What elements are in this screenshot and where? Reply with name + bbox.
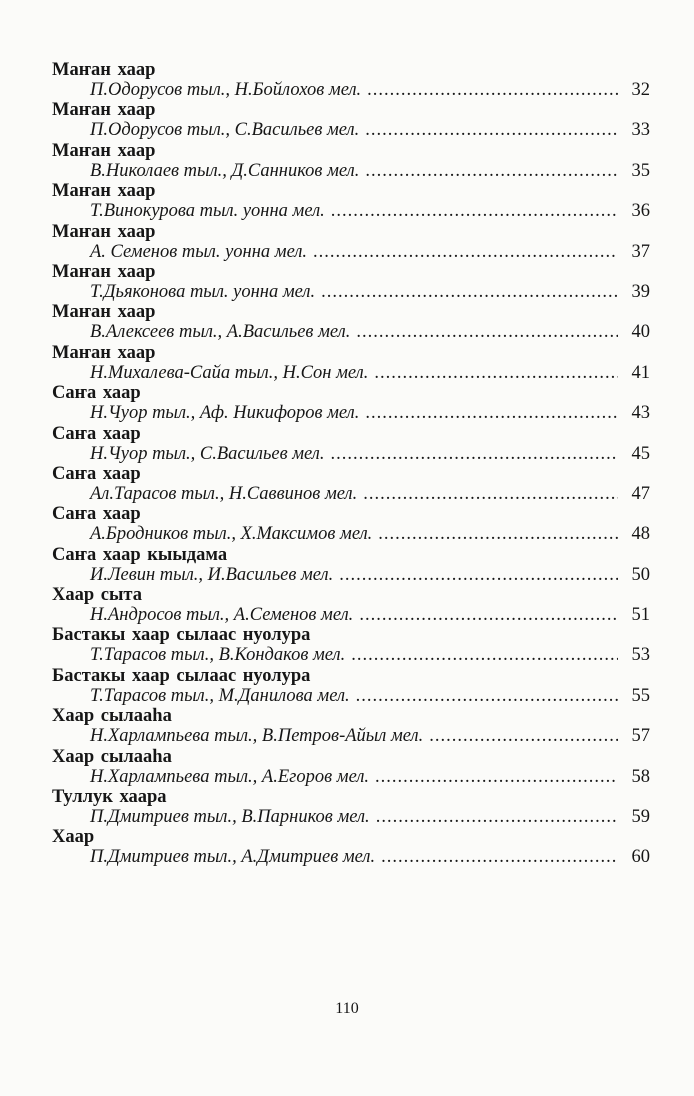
- entry-page-number: 40: [631, 322, 650, 343]
- entry-page-number: 41: [631, 362, 650, 383]
- song-credits: Н.Чуор тыл., С.Васильев мел.: [90, 443, 325, 464]
- song-credits: Т.Тарасов тыл., В.Кондаков мел.: [90, 645, 346, 666]
- entry-page-number: 58: [631, 766, 650, 787]
- dot-leader: [374, 363, 618, 383]
- toc-entry: [52, 141, 650, 181]
- song-credits: Н.Харлампьева тыл., А.Егоров мел.: [90, 766, 370, 787]
- entry-line: [52, 403, 650, 423]
- song-title: Маҥан хаар: [52, 302, 156, 323]
- entry-line: [52, 201, 650, 221]
- dot-leader: [365, 161, 618, 181]
- entry-line: [52, 242, 650, 262]
- table-of-contents: [52, 60, 650, 868]
- song-credits: Т.Тарасов тыл., М.Данилова мел.: [90, 685, 350, 706]
- dot-leader: [367, 80, 618, 100]
- entry-line: [52, 605, 650, 625]
- page-number: 110: [335, 1000, 359, 1017]
- entry-line: [52, 80, 650, 100]
- entry-line: [52, 120, 650, 140]
- dot-leader: [429, 726, 618, 746]
- song-credits: Т.Винокурова тыл. уонна мел.: [90, 201, 325, 222]
- entry-page-number: 33: [631, 120, 650, 141]
- entry-page-number: 37: [631, 241, 650, 262]
- entry-page-number: 50: [631, 564, 650, 585]
- song-credits: Н.Харлампьева тыл., В.Петров-Айыл мел.: [90, 726, 424, 747]
- entry-line: [52, 524, 650, 544]
- entry-line: [52, 322, 650, 342]
- entry-page-number: 48: [631, 524, 650, 545]
- entry-page-number: 55: [631, 685, 650, 706]
- song-title: Саҥа хаар: [52, 423, 141, 444]
- song-title: Маҥан хаар: [52, 140, 156, 161]
- toc-entry: [52, 545, 650, 585]
- entry-page-number: 57: [631, 726, 650, 747]
- song-title: Бастакы хаар сылаас нуолура: [52, 625, 311, 646]
- entry-page-number: 53: [631, 645, 650, 666]
- entry-line: [52, 444, 650, 464]
- song-title: Хаар сылааһа: [52, 746, 172, 767]
- dot-leader: [339, 565, 618, 585]
- entry-page-number: 45: [631, 443, 650, 464]
- dot-leader: [356, 322, 618, 342]
- dot-leader: [313, 242, 618, 262]
- entry-line: [52, 363, 650, 383]
- toc-entry: [52, 262, 650, 302]
- dot-leader: [321, 282, 618, 302]
- song-title: Маҥан хаар: [52, 342, 156, 363]
- song-credits: Н.Михалева-Сайа тыл., Н.Сон мел.: [90, 362, 369, 383]
- entry-page-number: 47: [631, 483, 650, 504]
- toc-entry: [52, 827, 650, 867]
- dot-leader: [378, 524, 618, 544]
- toc-entry: [52, 60, 650, 100]
- song-title: Хаар сылааһа: [52, 706, 172, 727]
- dot-leader: [365, 120, 618, 140]
- dot-leader: [331, 201, 618, 221]
- song-title: Хаар сыта: [52, 585, 142, 606]
- toc-entry: [52, 464, 650, 504]
- entry-line: [52, 565, 650, 585]
- song-title: Саҥа хаар: [52, 463, 141, 484]
- entry-page-number: 32: [631, 80, 650, 100]
- entry-line: [52, 282, 650, 302]
- song-title: Маҥан хаар: [52, 60, 156, 80]
- entry-page-number: 51: [631, 605, 650, 626]
- dot-leader: [356, 686, 618, 706]
- toc-entry: [52, 424, 650, 464]
- toc-entry: [52, 343, 650, 383]
- song-credits: И.Левин тыл., И.Васильев мел.: [90, 564, 334, 585]
- dot-leader: [363, 484, 618, 504]
- song-credits: П.Одорусов тыл., Н.Бойлохов мел.: [90, 80, 362, 100]
- entry-page-number: 43: [631, 403, 650, 424]
- entry-line: [52, 807, 650, 827]
- entry-page-number: 35: [631, 160, 650, 181]
- entry-page-number: 36: [631, 201, 650, 222]
- song-title: Бастакы хаар сылаас нуолура: [52, 665, 311, 686]
- dot-leader: [365, 403, 618, 423]
- song-title: Туллук хаара: [52, 787, 167, 808]
- toc-entry: [52, 302, 650, 342]
- song-credits: В.Алексеев тыл., А.Васильев мел.: [90, 322, 351, 343]
- dot-leader: [375, 767, 618, 787]
- entry-line: [52, 726, 650, 746]
- entry-page-number: 59: [631, 807, 650, 828]
- entry-line: [52, 686, 650, 706]
- toc-entry: [52, 504, 650, 544]
- song-credits: А. Семенов тыл. уонна мел.: [90, 241, 308, 262]
- toc-entry: [52, 787, 650, 827]
- entry-page-number: 39: [631, 281, 650, 302]
- song-credits: Н.Андросов тыл., А.Семенов мел.: [90, 605, 354, 626]
- toc-entry: [52, 383, 650, 423]
- song-credits: В.Николаев тыл., Д.Санников мел.: [90, 160, 360, 181]
- toc-entry: [52, 747, 650, 787]
- song-title: Хаар: [52, 827, 95, 848]
- entry-line: [52, 161, 650, 181]
- song-credits: Н.Чуор тыл., Аф. Никифоров мел.: [90, 403, 360, 424]
- song-title: Маҥан хаар: [52, 181, 156, 202]
- toc-entry: [52, 706, 650, 746]
- toc-entry: [52, 666, 650, 706]
- song-credits: А.Бродников тыл., Х.Максимов мел.: [90, 524, 373, 545]
- song-title: Саҥа хаар: [52, 383, 141, 404]
- toc-entry: [52, 100, 650, 140]
- toc-entry: [52, 222, 650, 262]
- song-credits: П.Одорусов тыл., С.Васильев мел.: [90, 120, 360, 141]
- dot-leader: [351, 645, 618, 665]
- entry-line: [52, 767, 650, 787]
- entry-page-number: 60: [631, 847, 650, 868]
- dot-leader: [376, 807, 618, 827]
- song-title: Маҥан хаар: [52, 100, 156, 121]
- song-title: Маҥан хаар: [52, 261, 156, 282]
- entry-line: [52, 484, 650, 504]
- dot-leader: [381, 847, 618, 867]
- entry-line: [52, 645, 650, 665]
- entry-line: [52, 847, 650, 867]
- song-title: Саҥа хаар: [52, 504, 141, 525]
- song-credits: П.Дмитриев тыл., А.Дмитриев мел.: [90, 847, 376, 868]
- toc-entry: [52, 625, 650, 665]
- song-credits: Т.Дьяконова тыл. уонна мел.: [90, 281, 316, 302]
- dot-leader: [359, 605, 618, 625]
- song-title: Маҥан хаар: [52, 221, 156, 242]
- toc-entry: [52, 585, 650, 625]
- song-title: Саҥа хаар кыыдама: [52, 544, 228, 565]
- toc-entry: [52, 181, 650, 221]
- dot-leader: [330, 444, 618, 464]
- song-credits: П.Дмитриев тыл., В.Парников мел.: [90, 807, 370, 828]
- song-credits: Ал.Тарасов тыл., Н.Саввинов мел.: [90, 483, 358, 504]
